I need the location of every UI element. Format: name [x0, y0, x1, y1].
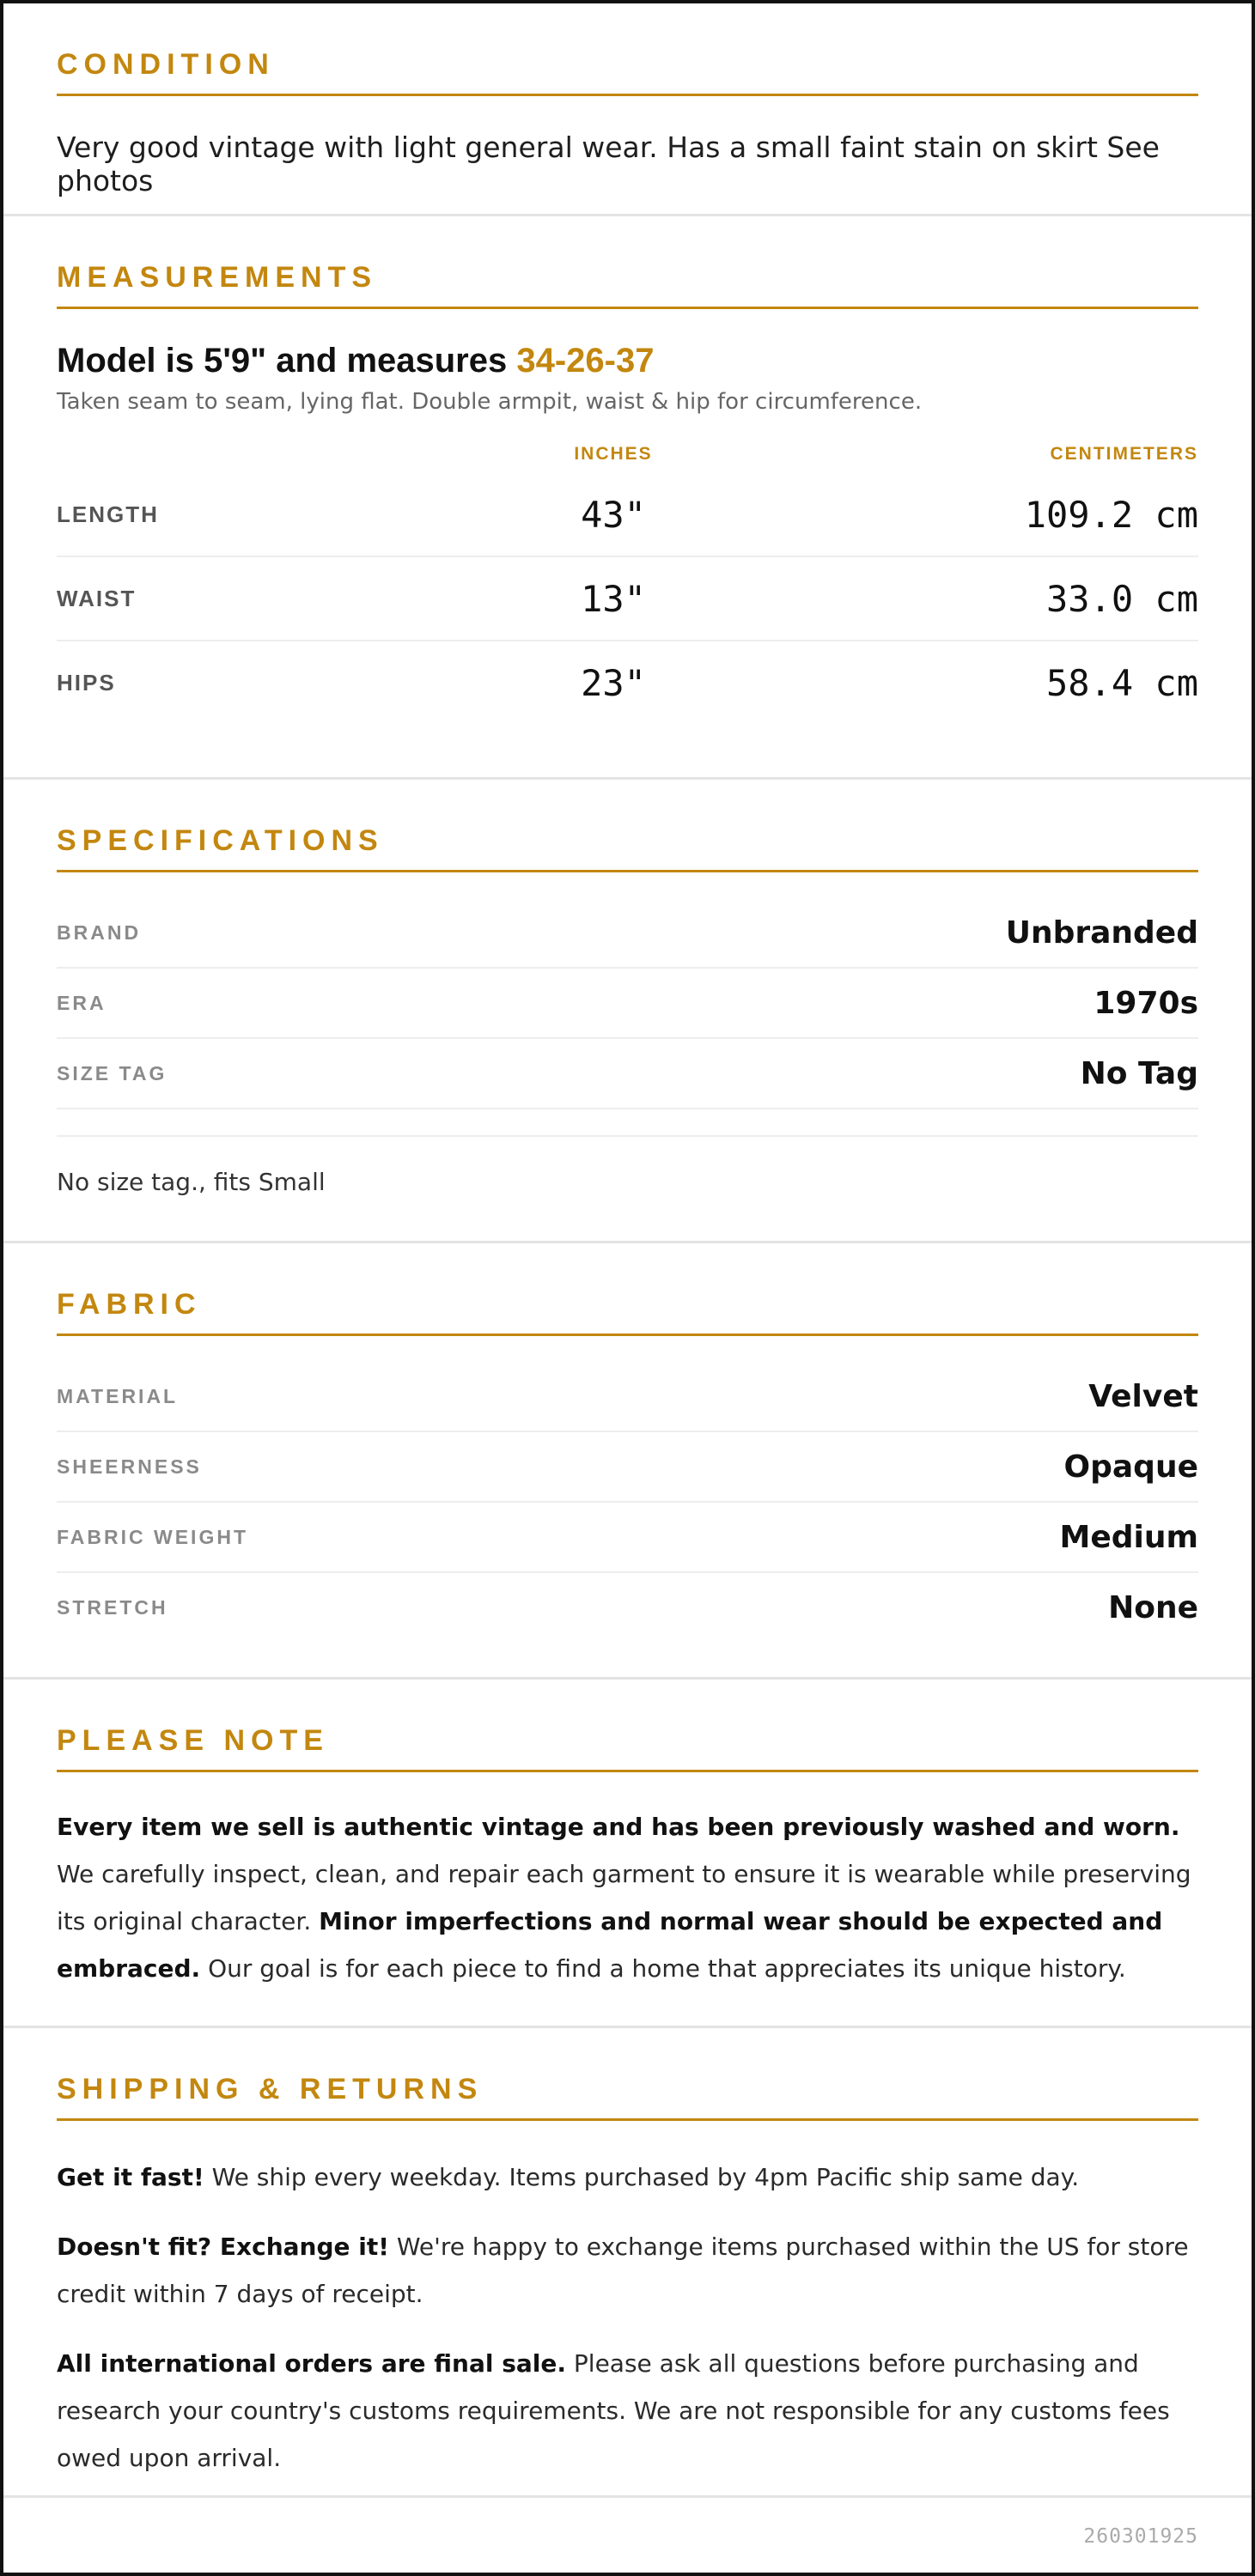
fabric-value: Medium — [1059, 1519, 1198, 1555]
measurement-cm: 33.0 cm — [1045, 577, 1198, 620]
measurements-section — [3, 216, 1252, 780]
measurement-inches: 13" — [581, 577, 646, 620]
shipping-bold: Get it fast! — [57, 2163, 204, 2191]
model-measures — [57, 342, 1198, 380]
shipping-paragraph-exchange — [57, 2223, 1198, 2318]
measurement-inches: 43" — [581, 493, 646, 536]
measurement-inches: 23" — [581, 661, 646, 704]
spec-label: SIZE TAG — [57, 1061, 168, 1084]
measurement-row-waist — [57, 557, 1198, 641]
shipping-heading: SHIPPING & RETURNS — [57, 2073, 1198, 2121]
note-bold-2: Minor imperfections and normal wear should be expected and embraced. — [57, 1907, 1163, 1983]
model-measures-highlight: 34-26-37 — [516, 342, 655, 380]
spec-row-era — [57, 969, 1198, 1039]
fabric-value: None — [1108, 1589, 1198, 1625]
shipping-bold: All international orders are final sale. — [57, 2349, 567, 2378]
footer — [3, 2498, 1252, 2575]
fabric-label: MATERIAL — [57, 1384, 179, 1407]
note-text-1: We carefully inspect, clean, and repair each garment to ensure it is wearable while preserving its original character. — [57, 1860, 1191, 1935]
shipping-text: We ship every weekday. Items purchased by 4pm Pacific ship same day. — [204, 2163, 1080, 2191]
spec-value: No Tag — [1080, 1055, 1198, 1091]
spec-label: BRAND — [57, 920, 142, 944]
specifications-section — [3, 780, 1252, 1243]
fabric-value: Velvet — [1088, 1378, 1198, 1414]
fabric-row-material — [57, 1362, 1198, 1432]
fabric-heading: FABRIC — [57, 1288, 1198, 1336]
condition-text: Very good vintage with light general wear. Has a small faint stain on skirt See photos — [57, 131, 1160, 197]
inches-column-header: INCHES — [574, 444, 653, 464]
measurement-cm: 58.4 cm — [1045, 661, 1198, 704]
spec-value: 1970s — [1094, 985, 1198, 1021]
spec-row-brand — [57, 898, 1198, 969]
please-note-section — [3, 1680, 1252, 2028]
spec-label: ERA — [57, 991, 107, 1014]
shipping-text: We're happy to exchange items purchased within the US for store credit within 7 days of receipt. — [57, 2233, 1189, 2308]
fabric-label: STRETCH — [57, 1595, 168, 1619]
note-bold-1: Every item we sell is authentic vintage and has been previously washed and worn. — [57, 1813, 1180, 1841]
please-note-heading: PLEASE NOTE — [57, 1724, 1198, 1772]
measurements-subtitle: Taken seam to seam, lying flat. Double armpit, waist & hip for circumference. — [57, 389, 923, 415]
measurement-label: LENGTH — [57, 501, 159, 527]
shipping-paragraph-international — [57, 2340, 1198, 2482]
fabric-label: FABRIC WEIGHT — [57, 1525, 248, 1548]
divider — [57, 1109, 1198, 1137]
please-note-text — [57, 1803, 1198, 1992]
measurement-cm: 109.2 cm — [1024, 493, 1198, 536]
shipping-text: Please ask all questions before purchasing and research your country's customs requirements. We are not responsible for any customs fees owed upon arrival. — [57, 2349, 1170, 2472]
measurement-row-hips — [57, 641, 1198, 724]
fabric-value: Opaque — [1063, 1449, 1198, 1485]
model-prefix: Model is 5'9" and measures — [57, 342, 517, 380]
condition-section — [3, 3, 1252, 216]
fabric-row-stretch — [57, 1573, 1198, 1642]
measurements-heading: MEASUREMENTS — [57, 261, 1198, 309]
specifications-heading: SPECIFICATIONS — [57, 824, 1198, 872]
measurement-label: HIPS — [57, 669, 116, 696]
spec-value: Unbranded — [1005, 914, 1198, 951]
shipping-paragraph-fast — [57, 2154, 1198, 2201]
fabric-label: SHEERNESS — [57, 1455, 202, 1478]
shipping-section — [3, 2028, 1252, 2498]
measurement-row-length — [57, 473, 1198, 557]
centimeters-column-header: CENTIMETERS — [1050, 444, 1198, 464]
fabric-section — [3, 1243, 1252, 1680]
fabric-row-sheerness — [57, 1432, 1198, 1503]
note-text-2: Our goal is for each piece to find a home that appreciates its unique history. — [200, 1954, 1126, 1983]
shipping-bold: Doesn't fit? Exchange it! — [57, 2233, 389, 2261]
measurement-label: WAIST — [57, 585, 137, 611]
size-note: No size tag., fits Small — [57, 1168, 326, 1196]
item-id: 260301925 — [1083, 2525, 1198, 2548]
spec-row-size-tag — [57, 1039, 1198, 1109]
measurements-table-header — [57, 444, 1198, 465]
condition-heading: CONDITION — [57, 48, 1198, 96]
fabric-row-weight — [57, 1503, 1198, 1573]
